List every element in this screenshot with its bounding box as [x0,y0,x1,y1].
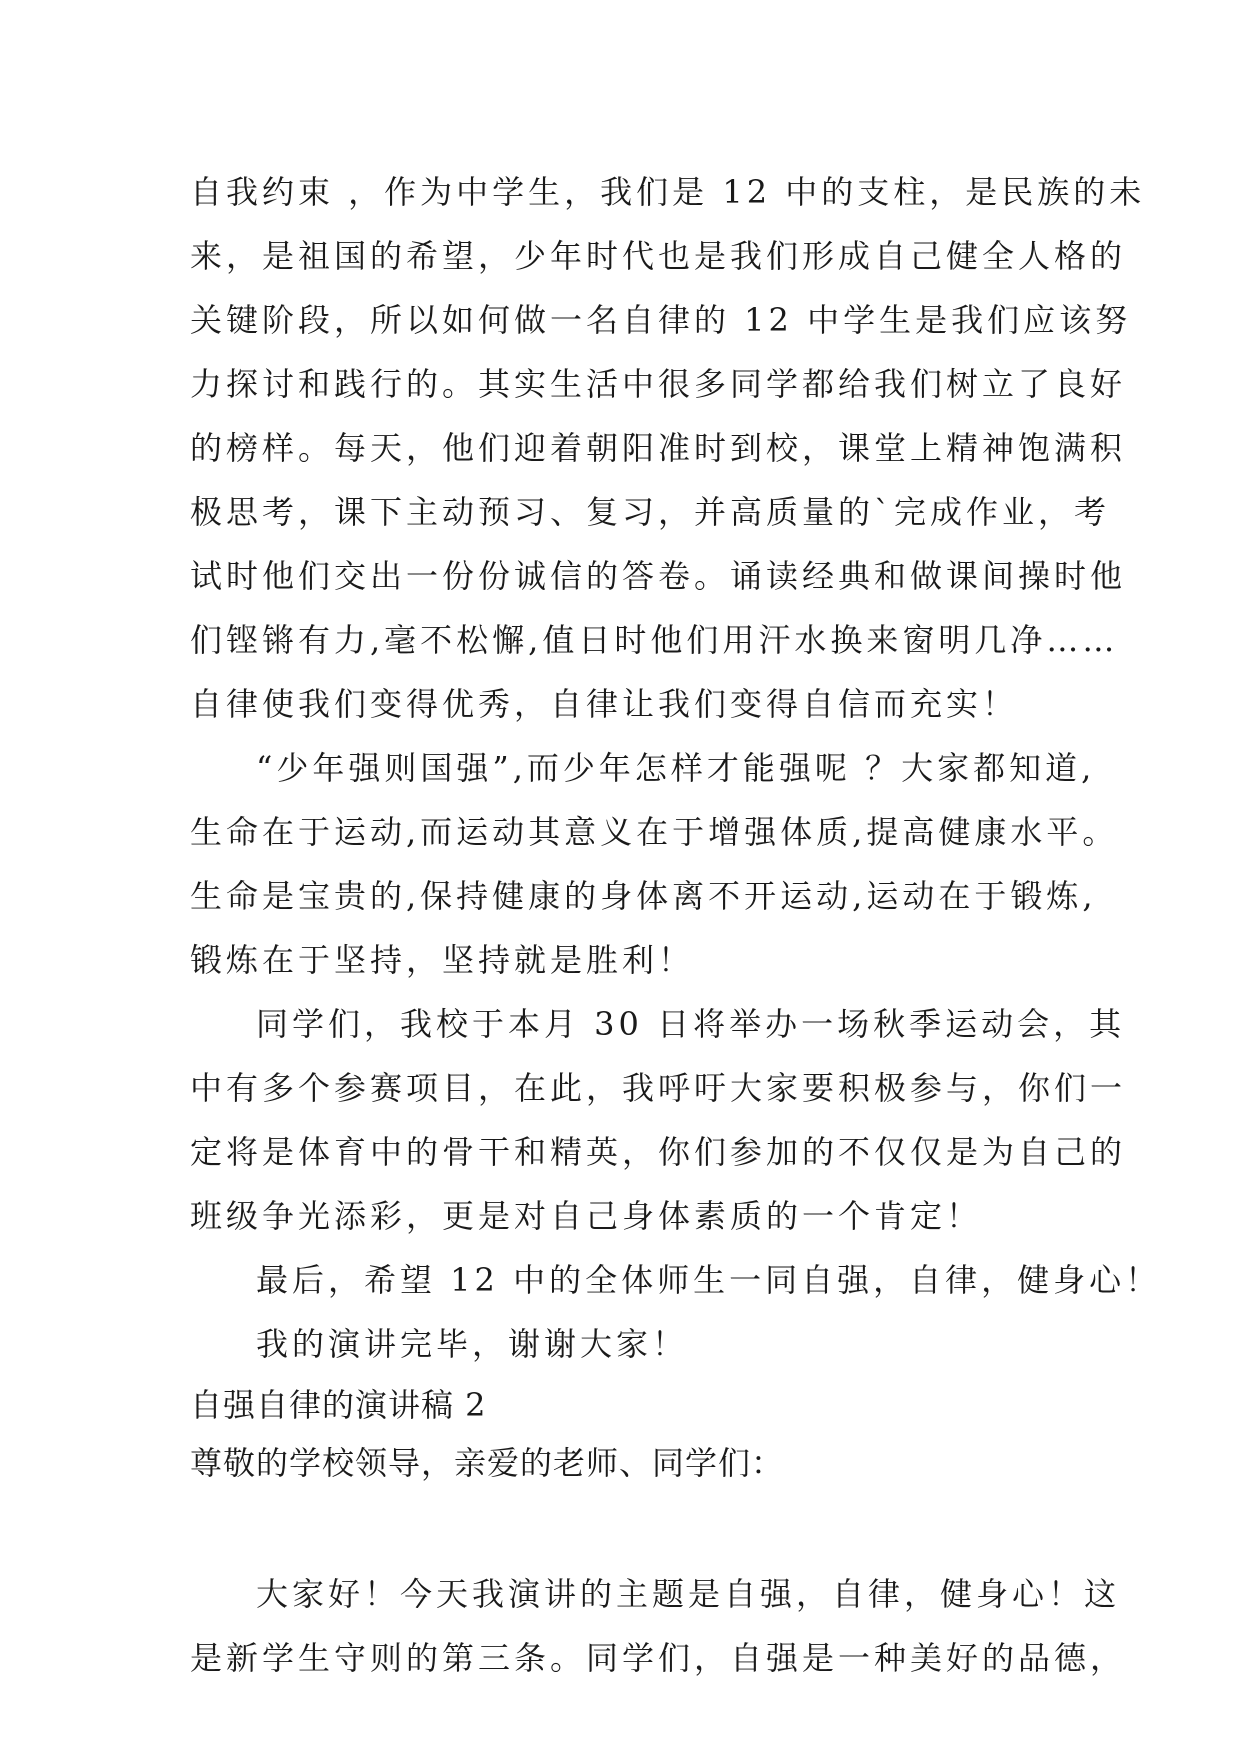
text-line: 的榜样。每天，他们迎着朝阳准时到校，课堂上精神饱满积 [190,429,1127,467]
text-line: 们铿锵有力,毫不松懈,值日时他们用汗水换来窗明几净…… [190,621,1119,659]
text-line: 来，是祖国的希望，少年时代也是我们形成自己健全人格的 [190,237,1127,275]
paragraph-start-line: 最后，希望 12 中的全体师生一同自强，自律，健身心！ [256,1261,1162,1299]
paragraph-start-line: 我的演讲完毕，谢谢大家！ [256,1325,689,1363]
text-line: 自我约束 ，作为中学生，我们是 12 中的支柱，是民族的未 [190,173,1146,211]
section-title: 自强自律的演讲稿 2 [190,1386,487,1424]
paragraph-start-line: 同学们，我校于本月 30 日将举办一场秋季运动会，其 [256,1005,1126,1043]
text-line: 定将是体育中的骨干和精英，你们参加的不仅仅是为自己的 [190,1133,1127,1171]
text-line: 生命在于运动,而运动其意义在于增强体质,提高健康水平。 [190,813,1119,851]
text-line: 极思考，课下主动预习、复习，并高质量的`完成作业，考 [190,493,1111,531]
paragraph-start-line: 大家好！今天我演讲的主题是自强，自律，健身心！这 [256,1575,1121,1613]
text-line: 试时他们交出一份份诚信的答卷。诵读经典和做课间操时他 [190,557,1127,595]
text-line: 关键阶段，所以如何做一名自律的 12 中学生是我们应该努 [190,301,1132,339]
paragraph-start-line: “少年强则国强”,而少年怎样才能强呢 ？大家都知道, [256,749,1096,787]
text-line: 力探讨和践行的。其实生活中很多同学都给我们树立了良好 [190,365,1127,403]
document-body [190,160,1162,1690]
text-line: 自律使我们变得优秀，自律让我们变得自信而充实！ [190,685,1019,723]
text-line: 生命是宝贵的,保持健康的身体离不开运动,运动在于锻炼, [190,877,1097,915]
text-line: 班级争光添彩，更是对自己身体素质的一个肯定！ [190,1197,983,1235]
text-line: 是新学生守则的第三条。同学们，自强是一种美好的品德， [190,1639,1127,1677]
text-line: 中有多个参赛项目，在此，我呼吁大家要积极参与，你们一 [190,1069,1127,1107]
text-line: 锻炼在于坚持，坚持就是胜利！ [190,941,695,979]
salutation: 尊敬的学校领导，亲爱的老师、同学们： [190,1444,785,1482]
paragraph-gap [190,1492,1070,1562]
